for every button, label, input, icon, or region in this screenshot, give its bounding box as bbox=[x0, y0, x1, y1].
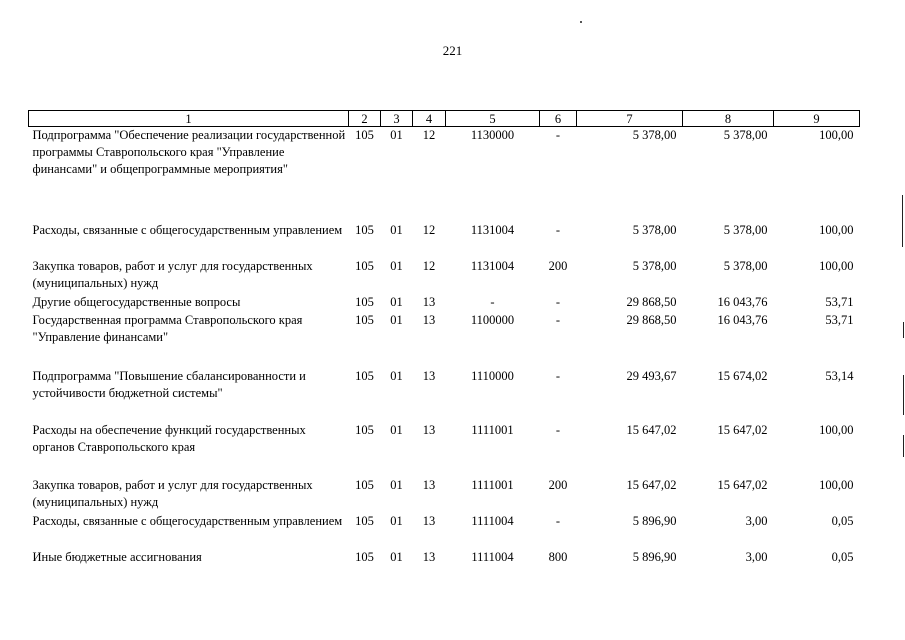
cell-col2: 105 bbox=[355, 422, 374, 437]
cell-col8: 3,00 bbox=[745, 549, 768, 564]
cell-col8: 5 378,00 bbox=[723, 128, 768, 142]
cell-col7: 5 896,90 bbox=[632, 549, 677, 564]
row-name: Государственная программа Ставропольского края "Управление финансами" bbox=[32, 312, 303, 344]
row-name: Подпрограмма "Обеспечение реализации государственной программы Ставропольского края "Управление финансами" и общепрограммные мероприятия" bbox=[32, 128, 346, 176]
cell-col7: 5 378,00 bbox=[632, 128, 677, 142]
cell-col5: 1110000 bbox=[471, 368, 514, 383]
scan-mark bbox=[903, 435, 904, 457]
row-name: Подпрограмма "Повышение сбалансированности и устойчивости бюджетной системы" bbox=[32, 368, 306, 400]
cell-col4: 12 bbox=[422, 258, 436, 273]
cell-col2: 105 bbox=[355, 312, 374, 327]
column-header: 4 bbox=[413, 111, 446, 127]
cell-col8: 15 647,02 bbox=[717, 422, 768, 437]
cell-col2: 105 bbox=[355, 513, 374, 528]
cell-col7: 5 378,00 bbox=[632, 258, 677, 273]
cell-col9: 100,00 bbox=[819, 128, 854, 142]
cell-col6: - bbox=[555, 222, 561, 237]
table-row bbox=[29, 368, 860, 422]
cell-col8: 16 043,76 bbox=[717, 294, 768, 309]
cell-col4: 13 bbox=[422, 513, 436, 528]
cell-col8: 16 043,76 bbox=[717, 312, 768, 327]
cell-col7: 5 896,90 bbox=[632, 513, 677, 528]
cell-col7: 29 868,50 bbox=[626, 312, 677, 327]
column-header: 6 bbox=[540, 111, 577, 127]
cell-col5: 1111004 bbox=[471, 513, 514, 528]
cell-col4: 13 bbox=[422, 312, 436, 327]
row-name: Иные бюджетные ассигнования bbox=[32, 549, 202, 564]
table-row bbox=[29, 294, 860, 312]
cell-col8: 15 674,02 bbox=[717, 368, 768, 383]
cell-col9: 100,00 bbox=[819, 477, 854, 492]
cell-col5: 1111004 bbox=[471, 549, 514, 564]
table-row bbox=[29, 258, 860, 294]
table-row bbox=[29, 127, 860, 222]
cell-col7: 29 493,67 bbox=[626, 368, 677, 383]
table-row bbox=[29, 422, 860, 477]
cell-col4: 13 bbox=[422, 477, 436, 492]
cell-col6: - bbox=[555, 513, 561, 528]
cell-col8: 5 378,00 bbox=[723, 258, 768, 273]
cell-col9: 53,14 bbox=[825, 368, 854, 383]
row-name: Закупка товаров, работ и услуг для государственных (муниципальных) нужд bbox=[32, 477, 313, 509]
column-header: 8 bbox=[683, 111, 774, 127]
cell-col4: 12 bbox=[422, 128, 436, 142]
cell-col9: 100,00 bbox=[819, 258, 854, 273]
cell-col5: 1111001 bbox=[471, 477, 514, 492]
cell-col3: 01 bbox=[390, 513, 403, 528]
cell-col6: - bbox=[555, 294, 561, 309]
cell-col9: 100,00 bbox=[819, 422, 854, 437]
table-row bbox=[29, 513, 860, 549]
cell-col8: 15 647,02 bbox=[717, 477, 768, 492]
cell-col2: 105 bbox=[355, 294, 374, 309]
cell-col2: 105 bbox=[355, 222, 374, 237]
column-header: 7 bbox=[577, 111, 683, 127]
cell-col3: 01 bbox=[390, 368, 403, 383]
cell-col6: 800 bbox=[548, 549, 568, 564]
row-name: Закупка товаров, работ и услуг для государственных (муниципальных) нужд bbox=[32, 258, 313, 290]
cell-col5: 1131004 bbox=[470, 258, 515, 273]
cell-col5: 1100000 bbox=[470, 312, 515, 327]
cell-col4: 13 bbox=[422, 368, 436, 383]
table-row bbox=[29, 477, 860, 513]
cell-col2: 105 bbox=[355, 549, 374, 564]
cell-col6: - bbox=[555, 422, 561, 437]
cell-col3: 01 bbox=[390, 294, 403, 309]
cell-col4: 12 bbox=[422, 222, 436, 237]
cell-col6: - bbox=[555, 368, 561, 383]
cell-col6: - bbox=[555, 128, 561, 142]
cell-col7: 15 647,02 bbox=[626, 477, 677, 492]
cell-col5: - bbox=[490, 294, 495, 309]
cell-col8: 3,00 bbox=[745, 513, 768, 528]
cell-col9: 0,05 bbox=[831, 513, 854, 528]
cell-col3: 01 bbox=[390, 477, 403, 492]
cell-col6: 200 bbox=[548, 477, 568, 492]
cell-col3: 01 bbox=[390, 422, 403, 437]
cell-col3: 01 bbox=[390, 549, 403, 564]
table-row bbox=[29, 222, 860, 258]
cell-col3: 01 bbox=[390, 128, 403, 142]
cell-col5: 1131004 bbox=[470, 222, 515, 237]
cell-col7: 5 378,00 bbox=[632, 222, 677, 237]
cell-col9: 0,05 bbox=[831, 549, 854, 564]
table-row bbox=[29, 312, 860, 368]
cell-col4: 13 bbox=[422, 422, 436, 437]
cell-col6: 200 bbox=[548, 258, 568, 273]
column-header: 2 bbox=[349, 111, 381, 127]
column-header: 3 bbox=[381, 111, 413, 127]
cell-col7: 15 647,02 bbox=[626, 422, 677, 437]
cell-col2: 105 bbox=[355, 368, 374, 383]
cell-col6: - bbox=[555, 312, 561, 327]
cell-col3: 01 bbox=[390, 258, 403, 273]
scan-mark bbox=[902, 195, 903, 247]
scan-mark bbox=[903, 322, 904, 338]
cell-col8: 5 378,00 bbox=[723, 222, 768, 237]
row-name: Другие общегосударственные вопросы bbox=[32, 294, 241, 309]
cell-col4: 13 bbox=[422, 294, 436, 309]
column-header: 9 bbox=[774, 111, 860, 127]
scan-mark bbox=[903, 375, 904, 415]
column-header: 1 bbox=[29, 111, 349, 127]
cell-col3: 01 bbox=[390, 222, 403, 237]
cell-col7: 29 868,50 bbox=[626, 294, 677, 309]
cell-col9: 100,00 bbox=[819, 222, 854, 237]
cell-col2: 105 bbox=[355, 477, 374, 492]
scan-dot bbox=[580, 21, 582, 23]
cell-col9: 53,71 bbox=[825, 312, 854, 327]
page-number: 221 bbox=[442, 43, 463, 58]
row-name: Расходы, связанные с общегосударственным управлением bbox=[32, 513, 343, 528]
cell-col4: 13 bbox=[422, 549, 436, 564]
cell-col5: 1130000 bbox=[470, 128, 515, 142]
cell-col9: 53,71 bbox=[825, 294, 854, 309]
header-row bbox=[29, 111, 860, 127]
table-row bbox=[29, 549, 860, 567]
budget-table bbox=[28, 110, 860, 567]
cell-col2: 105 bbox=[355, 128, 374, 142]
column-header: 5 bbox=[446, 111, 540, 127]
row-name: Расходы на обеспечение функций государственных органов Ставропольского края bbox=[32, 422, 306, 454]
row-name: Расходы, связанные с общегосударственным управлением bbox=[32, 222, 343, 237]
cell-col5: 1111001 bbox=[471, 422, 514, 437]
cell-col2: 105 bbox=[355, 258, 374, 273]
cell-col3: 01 bbox=[390, 312, 403, 327]
